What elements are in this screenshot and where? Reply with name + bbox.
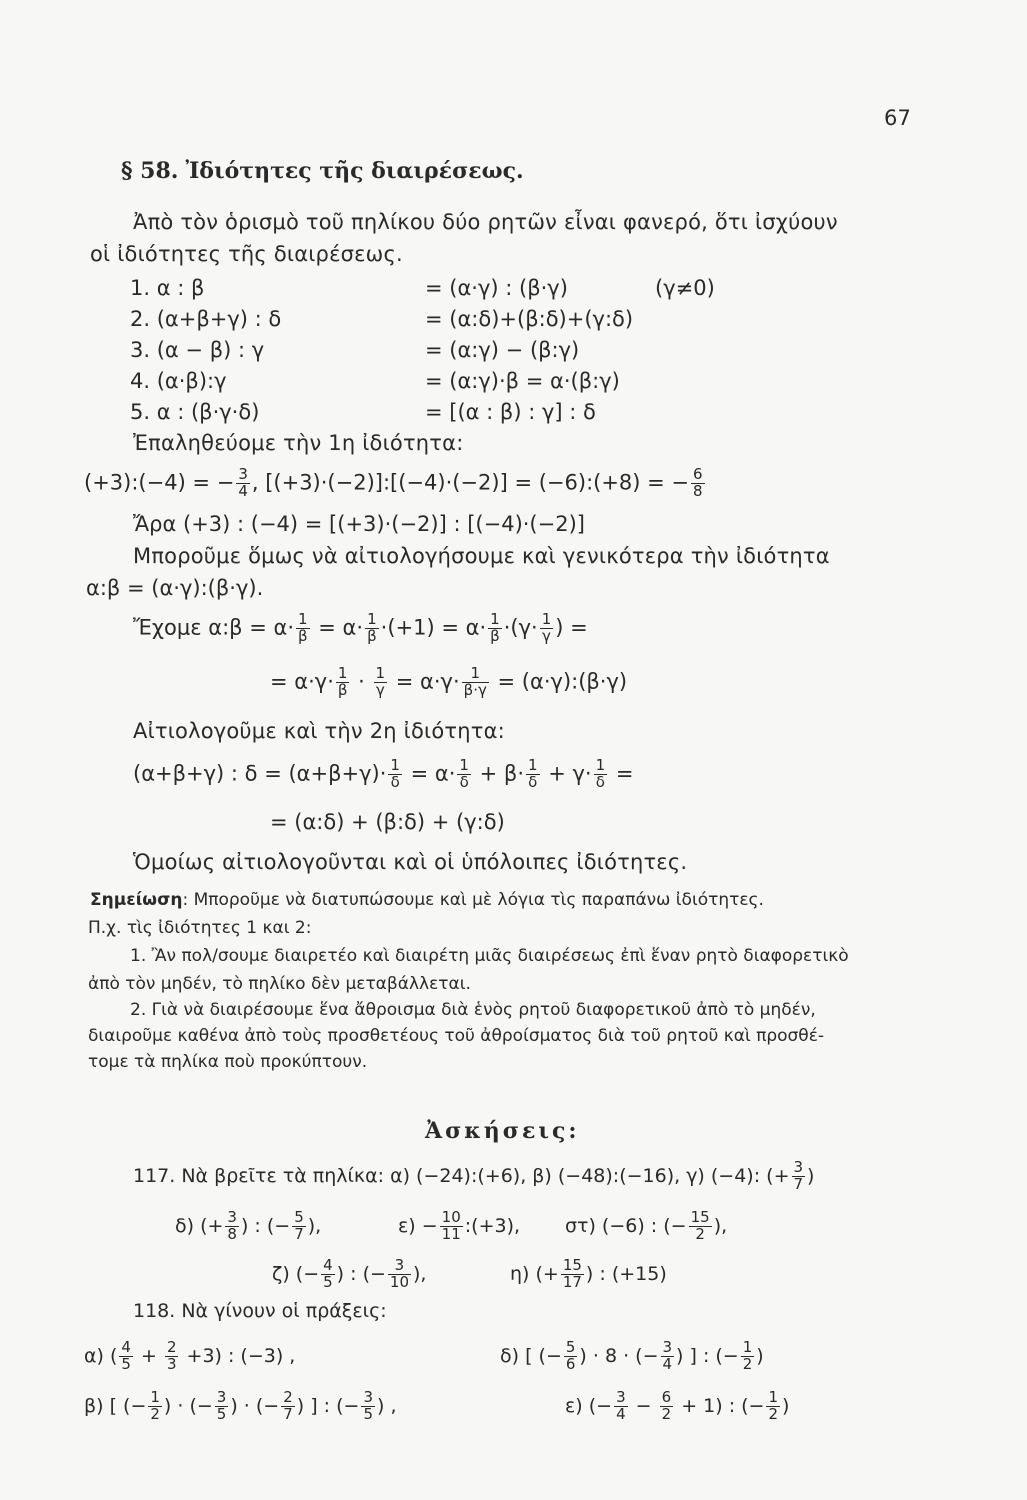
denominator: 2 bbox=[768, 1404, 779, 1423]
denominator: 5 bbox=[216, 1404, 227, 1423]
denominator: 10 bbox=[389, 1272, 409, 1291]
numerator: 15 bbox=[562, 1256, 582, 1274]
fraction bbox=[594, 758, 608, 791]
fraction bbox=[561, 1258, 584, 1291]
text: ζ) (− bbox=[272, 1262, 320, 1285]
numerator: 6 bbox=[693, 465, 703, 483]
numerator: 6 bbox=[661, 1388, 672, 1406]
property-5-right: = [(α : β) : γ] : δ bbox=[425, 400, 596, 424]
text: ), bbox=[307, 1214, 322, 1237]
denominator: 5 bbox=[121, 1354, 131, 1373]
page-number: 67 bbox=[884, 106, 912, 130]
property-5-left: 5. α : (β·γ·δ) bbox=[130, 400, 260, 424]
property-1-right: = (α·γ) : (β·γ) bbox=[425, 276, 568, 300]
text: ε) − bbox=[398, 1214, 438, 1237]
denominator: 4 bbox=[616, 1404, 626, 1423]
denominator: 2 bbox=[150, 1404, 160, 1423]
numerator: 4 bbox=[121, 1338, 131, 1356]
fraction bbox=[488, 612, 502, 645]
denominator: 4 bbox=[662, 1354, 673, 1373]
ex117-st bbox=[565, 1210, 727, 1243]
verify-part-b: , [(+3)·(−2)]:[(−4)·(−2)] = (−6):(+8) = − bbox=[251, 470, 690, 495]
fraction bbox=[526, 758, 540, 791]
text: · bbox=[351, 669, 372, 694]
denominator: 3 bbox=[166, 1354, 177, 1373]
denominator: 5 bbox=[363, 1404, 373, 1423]
denominator: 8 bbox=[693, 481, 703, 500]
verify-part-a: (+3):(−4) = − bbox=[84, 470, 235, 495]
denominator: 5 bbox=[323, 1272, 333, 1291]
numerator: 1 bbox=[150, 1388, 160, 1406]
similarly-line: Ὁμοίως αἰτιολογοῦνται καὶ οἱ ὑπόλοιπες ἰδιότητες. bbox=[133, 850, 688, 874]
text: ), bbox=[713, 1214, 728, 1237]
numerator: 1 bbox=[742, 1338, 753, 1356]
fraction bbox=[614, 1390, 628, 1423]
fraction bbox=[281, 1390, 295, 1423]
property-2-right: = (α:δ)+(β:δ)+(γ:δ) bbox=[425, 307, 634, 331]
fraction bbox=[766, 1390, 780, 1423]
property-4-left: 4. (α·β):γ bbox=[130, 369, 227, 393]
numerator: 1 bbox=[488, 612, 502, 629]
text: + β· bbox=[472, 761, 524, 786]
text: = bbox=[609, 761, 634, 786]
denominator: β bbox=[490, 626, 500, 645]
fraction bbox=[336, 666, 350, 699]
ex118-b bbox=[84, 1390, 397, 1423]
numerator: 1 bbox=[528, 756, 538, 774]
text: ε) (− bbox=[565, 1394, 613, 1417]
fraction bbox=[691, 467, 705, 500]
fraction bbox=[296, 612, 310, 645]
intro-line-1: Ἀπὸ τὸν ὁρισμὸ τοῦ πηλίκου δύο ρητῶν εἶναι φανερό, ὅτι ἰσχύουν bbox=[133, 210, 838, 234]
text: ) = bbox=[555, 615, 588, 640]
fraction bbox=[119, 1340, 133, 1373]
denominator: 7 bbox=[283, 1404, 293, 1423]
text: ) bbox=[756, 1344, 764, 1367]
intro-line-2: οἱ ἰδιότητες τῆς διαιρέσεως. bbox=[90, 242, 403, 266]
text: ) , bbox=[377, 1394, 397, 1417]
note-p2-line-2: διαιροῦμε καθένα ἀπὸ τοὺς προσθετέους τοῦ ἀθροίσματος διὰ τοῦ ρητοῦ καὶ προσθέ- bbox=[88, 1026, 825, 1046]
text: ), bbox=[413, 1262, 427, 1285]
note-line-1 bbox=[90, 890, 764, 910]
property-3-left: 3. (α − β) : γ bbox=[130, 338, 265, 362]
property-1-left: 1. α : β bbox=[130, 276, 205, 300]
text: + γ· bbox=[541, 761, 592, 786]
denominator: β bbox=[337, 680, 348, 699]
section-number: § 58. bbox=[121, 158, 179, 184]
numerator: 3 bbox=[227, 1208, 237, 1226]
ex117-z bbox=[272, 1258, 426, 1291]
numerator: 1 bbox=[768, 1388, 779, 1406]
fraction bbox=[225, 1210, 239, 1243]
numerator: 15 bbox=[690, 1208, 710, 1226]
ex117-h bbox=[510, 1258, 667, 1291]
exercises-title: Ἀσκήσεις: bbox=[425, 1118, 580, 1144]
fraction bbox=[564, 1340, 578, 1373]
text: ) : (− bbox=[240, 1214, 291, 1237]
fraction bbox=[292, 1210, 306, 1243]
note-p1-line-1: 1. Ἂν πολ/σουμε διαιρετέο καὶ διαιρέτη μιᾶς διαιρέσεως ἐπὶ ἕναν ρητὸ διαφορετικὸ bbox=[130, 946, 849, 966]
denominator: δ bbox=[390, 772, 400, 791]
fraction bbox=[215, 1390, 229, 1423]
numerator: 3 bbox=[216, 1388, 227, 1406]
text: + 1) : (− bbox=[675, 1394, 765, 1417]
denominator: δ bbox=[459, 772, 469, 791]
denominator: β bbox=[298, 626, 308, 645]
verify-line bbox=[84, 467, 707, 500]
text: = α· bbox=[403, 761, 456, 786]
text: ) : (− bbox=[336, 1262, 386, 1285]
fraction bbox=[462, 666, 489, 699]
note-label: Σημείωση bbox=[90, 890, 183, 910]
fraction bbox=[236, 467, 250, 500]
numerator: 1 bbox=[365, 612, 379, 629]
fraction bbox=[374, 666, 388, 699]
proof1-line-2 bbox=[270, 666, 627, 699]
text: δ) [ (− bbox=[500, 1344, 562, 1367]
fraction bbox=[741, 1340, 755, 1373]
ex118-a bbox=[84, 1340, 295, 1373]
property-2-left: 2. (α+β+γ) : δ bbox=[130, 307, 282, 331]
denominator: 7 bbox=[793, 1174, 804, 1193]
denominator: 2 bbox=[742, 1354, 753, 1373]
ex117-line-2 bbox=[175, 1210, 321, 1243]
text: ) : (+15) bbox=[585, 1262, 667, 1285]
text: α) ( bbox=[84, 1344, 118, 1367]
numerator: 3 bbox=[388, 1258, 411, 1275]
numerator: 3 bbox=[662, 1338, 673, 1356]
fraction bbox=[660, 1390, 674, 1423]
numerator: 1 bbox=[375, 664, 386, 682]
ex117-e bbox=[398, 1210, 520, 1243]
numerator: 5 bbox=[294, 1208, 304, 1226]
numerator: 1 bbox=[462, 666, 489, 683]
text: ) · 8 · (− bbox=[579, 1344, 659, 1367]
denominator: 2 bbox=[695, 1224, 705, 1243]
numerator: 1 bbox=[459, 756, 469, 774]
text: η) (+ bbox=[510, 1262, 559, 1285]
denominator: 2 bbox=[661, 1404, 672, 1423]
note-p1-line-2: ἀπὸ τὸν μηδέν, τὸ πηλίκο δὲν μεταβάλλεται. bbox=[88, 974, 471, 994]
proof1-line-1 bbox=[133, 612, 588, 645]
second-title: Αἰτιολογοῦμε καὶ τὴν 2η ἰδιότητα: bbox=[133, 719, 505, 743]
text: = α· bbox=[311, 615, 364, 640]
text: 117. Νὰ βρεῖτε τὰ πηλίκα: α) (−24):(+6), β) (−48):(−16), γ) (−4): (+ bbox=[133, 1164, 790, 1187]
note-line-2: Π.χ. τὶς ἰδιότητες 1 και 2: bbox=[88, 918, 312, 938]
text: β) [ (− bbox=[84, 1394, 147, 1417]
text: ) · (− bbox=[230, 1394, 280, 1417]
justify-line-2: α:β = (α·γ):(β·γ). bbox=[86, 576, 264, 600]
numerator: 1 bbox=[296, 612, 310, 629]
verify-title: Ἐπαληθεύομε τὴν 1η ἰδιότητα: bbox=[133, 431, 464, 455]
numerator: 3 bbox=[363, 1388, 373, 1406]
text: ) bbox=[807, 1164, 815, 1187]
numerator: 1 bbox=[541, 610, 552, 628]
ex118-title: 118. Νὰ γίνουν οἱ πράξεις: bbox=[133, 1300, 387, 1322]
note-p2-line-3: τομε τὰ πηλίκα ποὺ προκύπτουν. bbox=[88, 1052, 368, 1072]
numerator: 5 bbox=[565, 1338, 576, 1356]
numerator: 1 bbox=[336, 666, 350, 683]
justify-line-1: Μποροῦμε ὅμως νὰ αἰτιολογήσουμε καὶ γενικότερα τὴν ἰδιότητα bbox=[133, 544, 830, 568]
denominator: 8 bbox=[227, 1224, 237, 1243]
ex117-line-1 bbox=[133, 1160, 814, 1193]
denominator: 7 bbox=[294, 1224, 304, 1243]
numerator: 2 bbox=[166, 1338, 177, 1356]
text: = (α·γ):(β·γ) bbox=[490, 669, 628, 694]
property-3-right: = (α:γ) − (β:γ) bbox=[425, 338, 580, 362]
fraction bbox=[365, 612, 379, 645]
fraction bbox=[689, 1210, 712, 1243]
denominator: 11 bbox=[441, 1224, 461, 1243]
text: − bbox=[629, 1394, 658, 1417]
fraction bbox=[540, 612, 554, 645]
fraction bbox=[388, 758, 402, 791]
text: στ) (−6) : (− bbox=[565, 1214, 687, 1237]
note-p2-line-1: 2. Γιὰ νὰ διαιρέσουμε ἕνα ἄθροισμα διὰ ἑνὸς ρητοῦ διαφορετικοῦ ἀπὸ τὸ μηδέν, bbox=[130, 1000, 816, 1020]
numerator: 3 bbox=[793, 1158, 804, 1176]
fraction bbox=[321, 1258, 335, 1291]
fraction bbox=[792, 1160, 806, 1193]
text: ) ] : (− bbox=[676, 1344, 739, 1367]
fraction bbox=[361, 1390, 375, 1423]
property-1-condition: (γ≠0) bbox=[655, 276, 715, 300]
denominator: γ bbox=[375, 680, 385, 699]
fraction bbox=[165, 1340, 179, 1373]
denominator: β·γ bbox=[463, 680, 487, 699]
fraction bbox=[148, 1390, 162, 1423]
numerator: 1 bbox=[390, 756, 400, 774]
note-text: : Μποροῦμε νὰ διατυπώσουμε καὶ μὲ λόγια τὶς παραπάνω ἰδιότητες. bbox=[182, 890, 764, 910]
text: + bbox=[134, 1344, 163, 1367]
numerator: 3 bbox=[616, 1388, 626, 1406]
text: δ) (+ bbox=[175, 1214, 224, 1237]
text: = α·γ· bbox=[389, 669, 460, 694]
section-heading bbox=[121, 158, 524, 184]
text: (α+β+γ) : δ = (α+β+γ)· bbox=[133, 761, 387, 786]
denominator: γ bbox=[542, 626, 551, 645]
text: ·(+1) = α· bbox=[380, 615, 487, 640]
property-4-right: = (α:γ)·β = α·(β:γ) bbox=[425, 369, 620, 393]
proof2-line-1 bbox=[133, 758, 633, 791]
section-title: Ἰδιότητες τῆς διαιρέσεως. bbox=[185, 158, 524, 184]
numerator: 10 bbox=[441, 1208, 461, 1226]
ex118-d bbox=[500, 1340, 764, 1373]
text: ) ] : (− bbox=[296, 1394, 360, 1417]
fraction bbox=[661, 1340, 675, 1373]
denominator: 4 bbox=[238, 481, 248, 500]
numerator: 3 bbox=[238, 465, 248, 483]
numerator: 2 bbox=[283, 1388, 293, 1406]
text: Ἔχομε α:β = α· bbox=[133, 615, 295, 640]
ex118-e bbox=[565, 1390, 789, 1423]
denominator: 17 bbox=[562, 1272, 582, 1291]
text: ) · (− bbox=[163, 1394, 213, 1417]
denominator: δ bbox=[595, 772, 605, 791]
fraction bbox=[388, 1258, 411, 1291]
numerator: 1 bbox=[595, 756, 606, 774]
denominator: β bbox=[367, 626, 377, 645]
proof2-line-2: = (α:δ) + (β:δ) + (γ:δ) bbox=[270, 810, 505, 834]
text: = α·γ· bbox=[270, 669, 334, 694]
text: ) bbox=[782, 1394, 790, 1417]
fraction bbox=[440, 1210, 463, 1243]
text: :(+3), bbox=[464, 1214, 521, 1237]
denominator: 6 bbox=[565, 1354, 576, 1373]
fraction bbox=[457, 758, 471, 791]
text: ·(γ· bbox=[503, 615, 538, 640]
numerator: 4 bbox=[323, 1256, 333, 1274]
denominator: δ bbox=[528, 772, 538, 791]
text: +3) : (−3) , bbox=[180, 1344, 296, 1367]
ara-line: Ἄρα (+3) : (−4) = [(+3)·(−2)] : [(−4)·(−2)] bbox=[133, 512, 585, 536]
